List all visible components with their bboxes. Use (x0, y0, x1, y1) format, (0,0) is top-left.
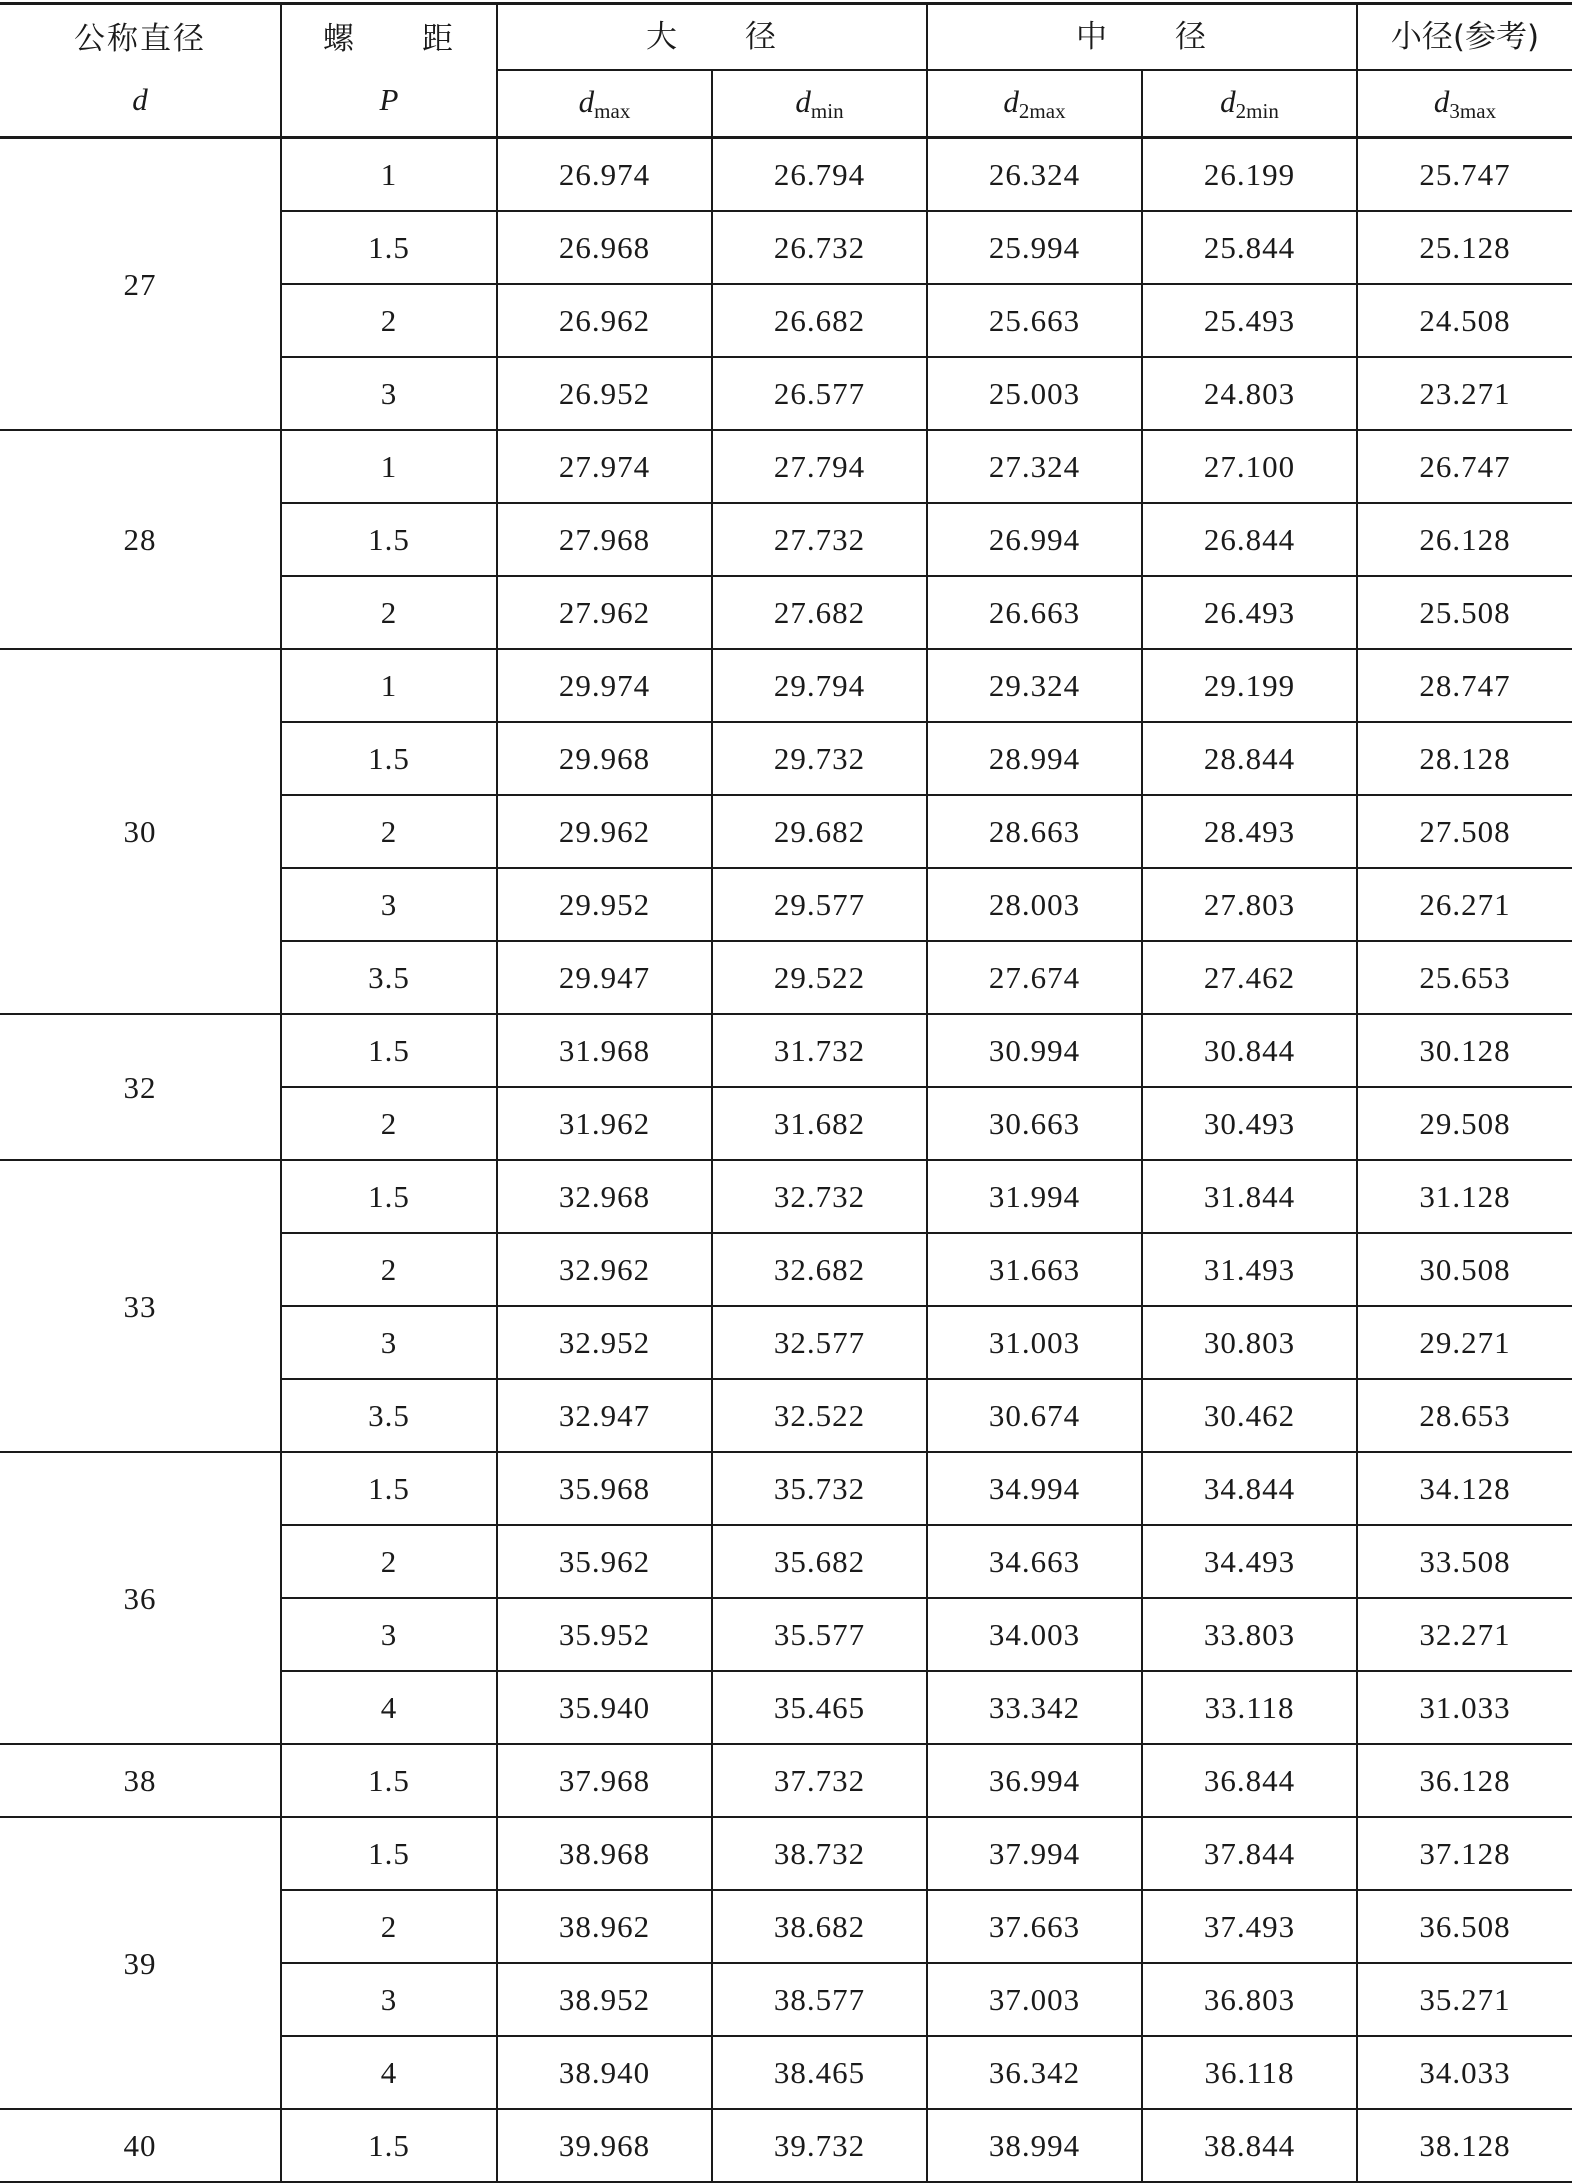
nominal-diameter-symbol: d (132, 82, 148, 117)
d2-min-cell: 25.844 (1142, 211, 1357, 284)
table-body (0, 138, 1572, 2183)
d3-max-cell: 25.128 (1357, 211, 1572, 284)
d2-max-cell: 31.994 (927, 1160, 1142, 1233)
d-min-cell: 39.732 (712, 2109, 927, 2182)
d-min-cell: 32.682 (712, 1233, 927, 1306)
d-min-cell: 38.682 (712, 1890, 927, 1963)
d2-min-cell: 28.844 (1142, 722, 1357, 795)
d-max-cell: 32.952 (497, 1306, 712, 1379)
d2-min-cell: 33.803 (1142, 1598, 1357, 1671)
d2-max-cell: 37.003 (927, 1963, 1142, 2036)
table-row (0, 1817, 1572, 1890)
d2-max-cell: 34.663 (927, 1525, 1142, 1598)
d2-min-cell: 25.493 (1142, 284, 1357, 357)
d3-max-cell: 36.508 (1357, 1890, 1572, 1963)
d2-min-cell: 30.462 (1142, 1379, 1357, 1452)
d2-max-cell: 34.994 (927, 1452, 1142, 1525)
d2-max-cell: 36.994 (927, 1744, 1142, 1817)
d-max-cell: 26.962 (497, 284, 712, 357)
d-max-cell: 38.962 (497, 1890, 712, 1963)
d2-max-cell: 30.663 (927, 1087, 1142, 1160)
d-max-cell: 29.952 (497, 868, 712, 941)
d-min-cell: 38.465 (712, 2036, 927, 2109)
d2-min-cell: 27.803 (1142, 868, 1357, 941)
d2-min-cell: 27.100 (1142, 430, 1357, 503)
pitch-cell: 1 (281, 649, 497, 722)
minor-diameter-header (1357, 4, 1572, 71)
pitch-cell: 2 (281, 795, 497, 868)
d3-max-subscript: 3max (1449, 98, 1497, 123)
d3-max-cell: 32.271 (1357, 1598, 1572, 1671)
nominal-diameter-cell: 30 (0, 649, 281, 1014)
d-min-cell: 29.682 (712, 795, 927, 868)
table-row (0, 1452, 1572, 1525)
d-min-header (712, 70, 927, 138)
pitch-diameter-label: 中 径 (1076, 19, 1208, 55)
d2-max-cell: 26.663 (927, 576, 1142, 649)
d-min-cell: 29.732 (712, 722, 927, 795)
d3-max-cell: 33.508 (1357, 1525, 1572, 1598)
pitch-cell: 1.5 (281, 1014, 497, 1087)
d2-min-cell: 34.493 (1142, 1525, 1357, 1598)
d2-min-cell: 36.844 (1142, 1744, 1357, 1817)
d3-max-cell: 26.747 (1357, 430, 1572, 503)
d3-max-cell: 26.128 (1357, 503, 1572, 576)
nominal-diameter-cell: 38 (0, 1744, 281, 1817)
pitch-cell: 3.5 (281, 1379, 497, 1452)
d-max-cell: 38.952 (497, 1963, 712, 2036)
d3-max-cell: 27.508 (1357, 795, 1572, 868)
pitch-cell: 2 (281, 1890, 497, 1963)
pitch-cell: 1.5 (281, 1817, 497, 1890)
d-max-cell: 29.968 (497, 722, 712, 795)
d-min-cell: 35.732 (712, 1452, 927, 1525)
d2-max-cell: 27.324 (927, 430, 1142, 503)
d-max-cell: 35.962 (497, 1525, 712, 1598)
d3-max-cell: 34.128 (1357, 1452, 1572, 1525)
pitch-cell: 1 (281, 430, 497, 503)
d2-min-cell: 31.844 (1142, 1160, 1357, 1233)
d-min-cell: 32.522 (712, 1379, 927, 1452)
d2-min-cell: 30.493 (1142, 1087, 1357, 1160)
table-row (0, 430, 1572, 503)
d-max-header (497, 70, 712, 138)
d2-max-cell: 37.663 (927, 1890, 1142, 1963)
d2-min-symbol: d (1220, 83, 1236, 119)
d-min-cell: 29.522 (712, 941, 927, 1014)
d2-max-cell: 30.674 (927, 1379, 1142, 1452)
d-min-cell: 38.577 (712, 1963, 927, 2036)
table-row (0, 649, 1572, 722)
d2-min-cell: 27.462 (1142, 941, 1357, 1014)
pitch-cell: 3 (281, 1963, 497, 2036)
d3-max-cell: 36.128 (1357, 1744, 1572, 1817)
d2-min-cell: 29.199 (1142, 649, 1357, 722)
d-max-cell: 27.962 (497, 576, 712, 649)
d-min-cell: 27.732 (712, 503, 927, 576)
pitch-cell: 3 (281, 1598, 497, 1671)
d-min-cell: 31.732 (712, 1014, 927, 1087)
d-min-cell: 38.732 (712, 1817, 927, 1890)
d3-max-cell: 37.128 (1357, 1817, 1572, 1890)
d3-max-cell: 30.128 (1357, 1014, 1572, 1087)
d-min-cell: 35.682 (712, 1525, 927, 1598)
d2-max-cell: 26.324 (927, 138, 1142, 212)
d-min-cell: 37.732 (712, 1744, 927, 1817)
major-diameter-header (497, 4, 927, 71)
d2-min-cell: 31.493 (1142, 1233, 1357, 1306)
d-max-cell: 27.974 (497, 430, 712, 503)
d-max-cell: 29.974 (497, 649, 712, 722)
d2-max-cell: 36.342 (927, 2036, 1142, 2109)
d2-max-cell: 28.994 (927, 722, 1142, 795)
nominal-diameter-header (0, 4, 281, 138)
header-row-1 (0, 4, 1572, 71)
d2-min-cell: 28.493 (1142, 795, 1357, 868)
d3-max-cell: 25.747 (1357, 138, 1572, 212)
d-max-cell: 35.952 (497, 1598, 712, 1671)
d2-min-cell: 37.493 (1142, 1890, 1357, 1963)
d3-max-cell: 28.128 (1357, 722, 1572, 795)
d2-max-cell: 25.994 (927, 211, 1142, 284)
pitch-cell: 1.5 (281, 211, 497, 284)
d-max-cell: 32.962 (497, 1233, 712, 1306)
d-max-symbol: d (578, 83, 595, 119)
nominal-diameter-cell: 36 (0, 1452, 281, 1744)
d-min-cell: 27.682 (712, 576, 927, 649)
d2-min-cell: 26.199 (1142, 138, 1357, 212)
pitch-symbol: P (379, 82, 399, 117)
d-min-cell: 32.577 (712, 1306, 927, 1379)
table-row (0, 1744, 1572, 1817)
d2-max-cell: 26.994 (927, 503, 1142, 576)
d2-min-cell: 36.803 (1142, 1963, 1357, 2036)
nominal-diameter-label: 公称直径 (74, 21, 206, 57)
pitch-cell: 4 (281, 2036, 497, 2109)
d-max-subscript: max (594, 98, 631, 123)
pitch-cell: 1.5 (281, 2109, 497, 2182)
d2-min-cell: 38.844 (1142, 2109, 1357, 2182)
d2-max-cell: 28.003 (927, 868, 1142, 941)
d3-max-cell: 38.128 (1357, 2109, 1572, 2182)
d2-max-header (927, 70, 1142, 138)
pitch-cell: 1.5 (281, 1744, 497, 1817)
d3-max-cell: 25.653 (1357, 941, 1572, 1014)
d2-min-cell: 37.844 (1142, 1817, 1357, 1890)
pitch-diameter-header (927, 4, 1357, 71)
d2-min-cell: 26.493 (1142, 576, 1357, 649)
d-max-cell: 29.947 (497, 941, 712, 1014)
d3-max-cell: 29.508 (1357, 1087, 1572, 1160)
d-max-cell: 35.940 (497, 1671, 712, 1744)
nominal-diameter-cell: 28 (0, 430, 281, 649)
nominal-diameter-cell: 39 (0, 1817, 281, 2109)
d2-max-cell: 34.003 (927, 1598, 1142, 1671)
d2-max-cell: 25.003 (927, 357, 1142, 430)
d-max-cell: 26.952 (497, 357, 712, 430)
minor-diameter-label: 小径(参考) (1390, 19, 1540, 55)
d-max-cell: 31.962 (497, 1087, 712, 1160)
d-max-cell: 32.968 (497, 1160, 712, 1233)
pitch-cell: 2 (281, 576, 497, 649)
d2-max-cell: 25.663 (927, 284, 1142, 357)
pitch-cell: 3 (281, 868, 497, 941)
pitch-cell: 3.5 (281, 941, 497, 1014)
d3-max-cell: 28.747 (1357, 649, 1572, 722)
nominal-diameter-cell: 32 (0, 1014, 281, 1160)
table-row (0, 1014, 1572, 1087)
pitch-cell: 2 (281, 1525, 497, 1598)
d2-max-cell: 28.663 (927, 795, 1142, 868)
d2-max-cell: 30.994 (927, 1014, 1142, 1087)
d2-max-cell: 31.663 (927, 1233, 1142, 1306)
d-min-cell: 29.577 (712, 868, 927, 941)
d3-max-cell: 25.508 (1357, 576, 1572, 649)
pitch-cell: 1.5 (281, 1452, 497, 1525)
d-min-subscript: min (810, 98, 844, 123)
d2-min-header (1142, 70, 1357, 138)
d-min-cell: 29.794 (712, 649, 927, 722)
d2-max-symbol: d (1003, 83, 1019, 119)
table-row (0, 2109, 1572, 2182)
d2-max-cell: 31.003 (927, 1306, 1142, 1379)
d-min-cell: 26.577 (712, 357, 927, 430)
d3-max-cell: 26.271 (1357, 868, 1572, 941)
d-max-cell: 31.968 (497, 1014, 712, 1087)
pitch-cell: 1.5 (281, 503, 497, 576)
d3-max-cell: 30.508 (1357, 1233, 1572, 1306)
d2-max-subscript: 2max (1018, 98, 1066, 123)
table-row (0, 1160, 1572, 1233)
d3-max-cell: 31.033 (1357, 1671, 1572, 1744)
d3-max-header (1357, 70, 1572, 138)
nominal-diameter-cell: 40 (0, 2109, 281, 2182)
d3-max-symbol: d (1433, 83, 1450, 119)
d-min-symbol: d (795, 83, 811, 119)
d2-max-cell: 27.674 (927, 941, 1142, 1014)
d-min-cell: 35.465 (712, 1671, 927, 1744)
pitch-cell: 3 (281, 357, 497, 430)
d-max-cell: 32.947 (497, 1379, 712, 1452)
d-max-cell: 27.968 (497, 503, 712, 576)
pitch-cell: 1.5 (281, 722, 497, 795)
d2-min-cell: 34.844 (1142, 1452, 1357, 1525)
d2-max-cell: 37.994 (927, 1817, 1142, 1890)
pitch-header (281, 4, 497, 138)
d3-max-cell: 35.271 (1357, 1963, 1572, 2036)
d2-min-cell: 30.803 (1142, 1306, 1357, 1379)
d3-max-cell: 28.653 (1357, 1379, 1572, 1452)
d-max-cell: 35.968 (497, 1452, 712, 1525)
d-min-cell: 26.732 (712, 211, 927, 284)
d3-max-cell: 29.271 (1357, 1306, 1572, 1379)
d-max-cell: 29.962 (497, 795, 712, 868)
nominal-diameter-cell: 33 (0, 1160, 281, 1452)
nominal-diameter-cell: 27 (0, 138, 281, 431)
pitch-cell: 2 (281, 284, 497, 357)
pitch-label: 螺 距 (323, 21, 455, 57)
pitch-cell: 2 (281, 1233, 497, 1306)
d2-max-cell: 38.994 (927, 2109, 1142, 2182)
major-diameter-label: 大 径 (646, 19, 778, 55)
d2-min-cell: 24.803 (1142, 357, 1357, 430)
d-max-cell: 39.968 (497, 2109, 712, 2182)
d-max-cell: 26.974 (497, 138, 712, 212)
pitch-cell: 4 (281, 1671, 497, 1744)
d2-min-cell: 30.844 (1142, 1014, 1357, 1087)
d3-max-cell: 24.508 (1357, 284, 1572, 357)
d2-max-cell: 33.342 (927, 1671, 1142, 1744)
d-min-cell: 32.732 (712, 1160, 927, 1233)
d-min-cell: 26.794 (712, 138, 927, 212)
pitch-cell: 2 (281, 1087, 497, 1160)
d2-min-cell: 36.118 (1142, 2036, 1357, 2109)
pitch-cell: 3 (281, 1306, 497, 1379)
d-max-cell: 26.968 (497, 211, 712, 284)
d3-max-cell: 31.128 (1357, 1160, 1572, 1233)
d3-max-cell: 34.033 (1357, 2036, 1572, 2109)
d-max-cell: 37.968 (497, 1744, 712, 1817)
d-max-cell: 38.940 (497, 2036, 712, 2109)
pitch-cell: 1.5 (281, 1160, 497, 1233)
thread-dimension-table (0, 2, 1572, 2183)
d-min-cell: 27.794 (712, 430, 927, 503)
d2-min-cell: 33.118 (1142, 1671, 1357, 1744)
d-min-cell: 35.577 (712, 1598, 927, 1671)
d3-max-cell: 23.271 (1357, 357, 1572, 430)
d-min-cell: 31.682 (712, 1087, 927, 1160)
d2-min-subscript: 2min (1235, 98, 1279, 123)
d2-min-cell: 26.844 (1142, 503, 1357, 576)
d-max-cell: 38.968 (497, 1817, 712, 1890)
pitch-cell: 1 (281, 138, 497, 212)
d2-max-cell: 29.324 (927, 649, 1142, 722)
d-min-cell: 26.682 (712, 284, 927, 357)
table-row (0, 138, 1572, 212)
